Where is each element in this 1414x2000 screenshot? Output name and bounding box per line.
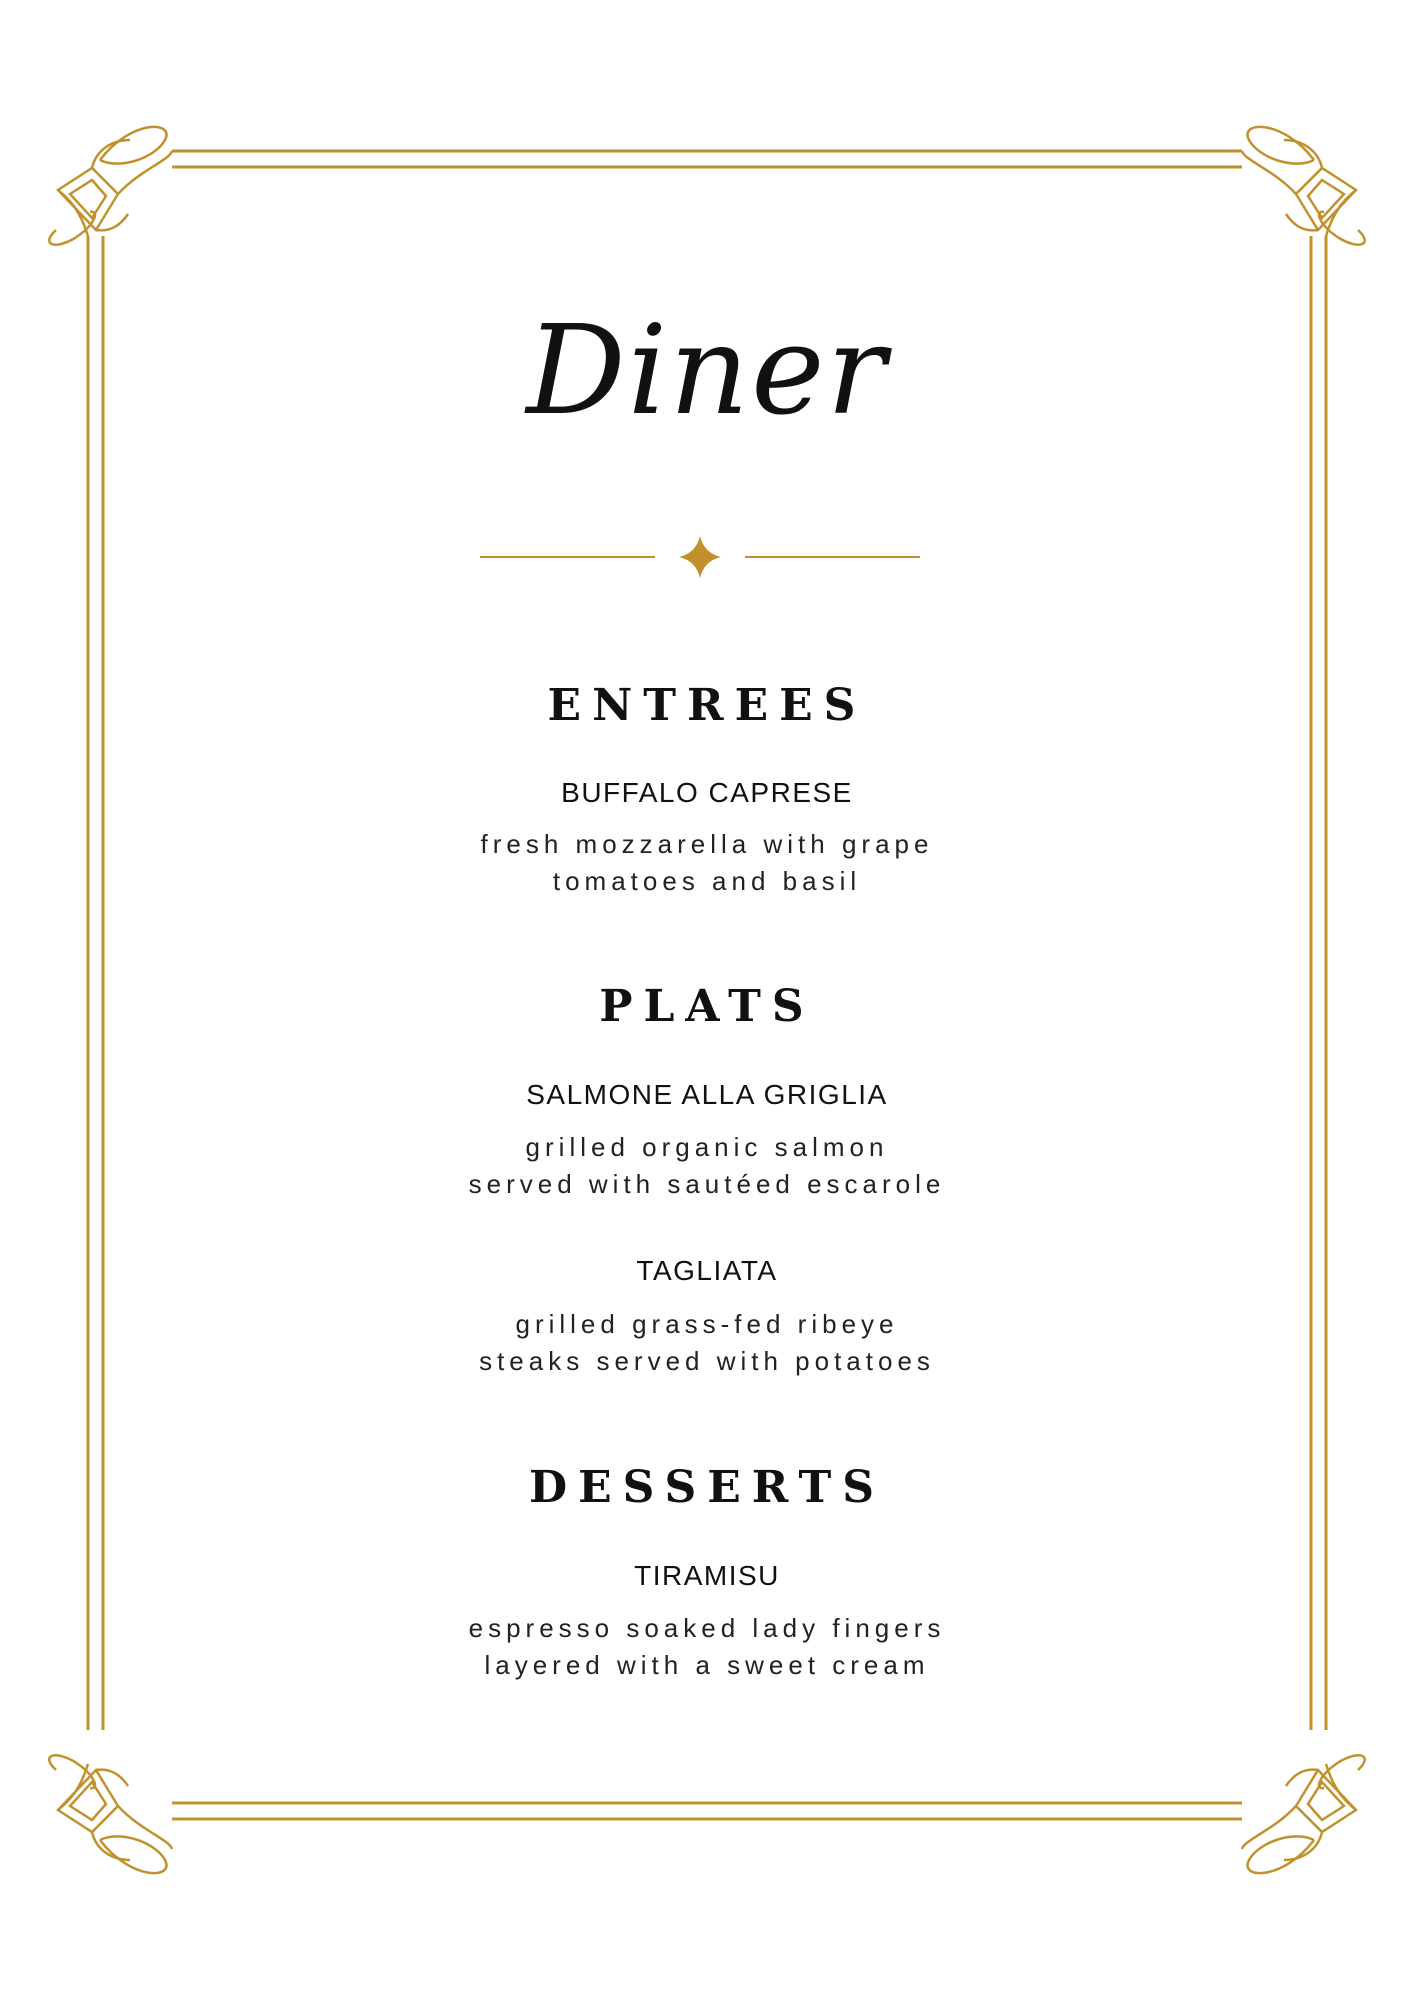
four-point-star-icon [679, 536, 721, 578]
menu-item-description: grilled organic salmon served with sautéed escarole [468, 1132, 946, 1199]
menu-item-name: BUFFALO CAPRESE [561, 777, 853, 808]
menu-title: Diner [526, 299, 888, 443]
menu-item-description: grilled grass-fed ribeye steaks served with potatoes [479, 1309, 935, 1376]
menu-item-description: fresh mozzarella with grape tomatoes and basil [480, 829, 934, 896]
menu-item-name: TAGLIATA [636, 1255, 778, 1286]
section-heading-entrees: ENTREES [547, 680, 867, 731]
section-heading-plats: PLATS [599, 981, 815, 1032]
menu-item-name: TIRAMISU [634, 1560, 780, 1591]
section-heading-desserts: DESSERTS [528, 1462, 886, 1513]
menu-item-name: SALMONE ALLA GRIGLIA [526, 1079, 888, 1110]
menu-item-description: espresso soaked lady fingers layered with a sweet cream [468, 1613, 946, 1680]
title-divider [480, 532, 920, 582]
